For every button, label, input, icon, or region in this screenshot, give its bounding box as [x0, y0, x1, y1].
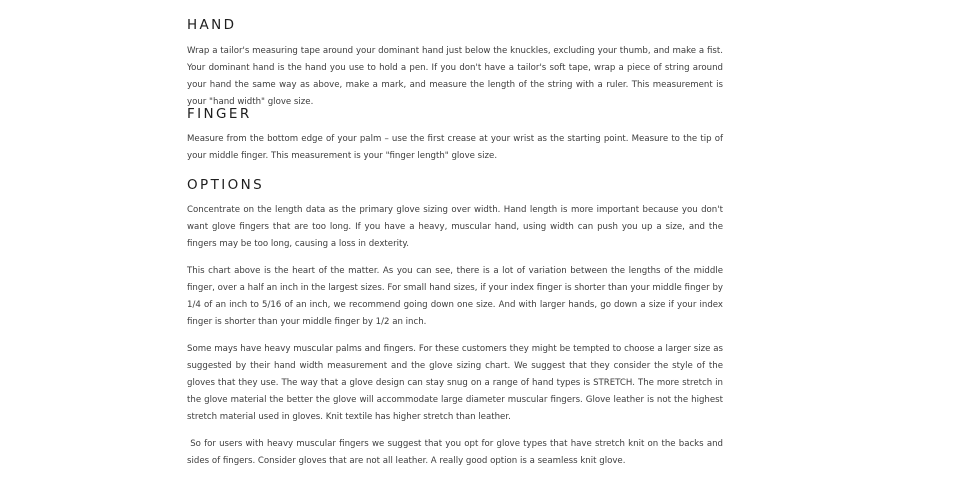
section-heading-options: OPTIONS — [187, 177, 265, 193]
hand-paragraph: Wrap a tailor's measuring tape around your dominant hand just below the knuckles, excluding your thumb, and make a fist. Your dominant hand is the hand you use to hold a pen. If you don't have a tailor's soft tape, wrap a piece of string around your hand the same way as above, make a mark, and measure the length of the string with a ruler. This measurement is your "hand width" glove size. — [187, 46, 723, 107]
options-paragraph-chart: This chart above is the heart of the matter. As you can see, there is a lot of variation between the lengths of the middle finger, over a half an inch in the largest sizes. For small hand sizes, if your index finger is shorter than your middle finger by 1/4 of an inch to 5/16 of an inch, we recommend going down one size. And with larger hands, go down a size if your index finger is shorter than your middle finger by 1/2 an inch. — [187, 266, 723, 327]
options-paragraph-length: Concentrate on the length data as the primary glove sizing over width. Hand length is more important because you don't want glove fingers that are too long. If you have a heavy, muscular hand, using width can push you up a size, and the fingers may be too long, causing a loss in dexterity. — [187, 205, 723, 249]
options-paragraph-stretch: Some mays have heavy muscular palms and fingers. For these customers they might be tempted to choose a larger size as suggested by their hand width measurement and the glove sizing chart. We suggest that they consider the style of the gloves that they use. The way that a glove design can stay snug on a range of hand types is STRETCH. The more stretch in the glove material the better the glove will accommodate large diameter muscular fingers. Glove leather is not the highest stretch material used in gloves. Knit textile has higher stretch than leather. — [187, 344, 723, 422]
finger-paragraph: Measure from the bottom edge of your palm – use the first crease at your wrist as the starting point. Measure to the tip of your middle finger. This measurement is your "finger length" glove size. — [187, 134, 723, 161]
options-paragraph-knit: So for users with heavy muscular fingers we suggest that you opt for glove types that have stretch knit on the backs and sides of fingers. Consider gloves that are not all leather. A really good option is a seamless knit glove. — [187, 439, 726, 466]
section-heading-hand: HAND — [187, 17, 237, 33]
section-heading-finger: FINGER — [187, 106, 252, 122]
